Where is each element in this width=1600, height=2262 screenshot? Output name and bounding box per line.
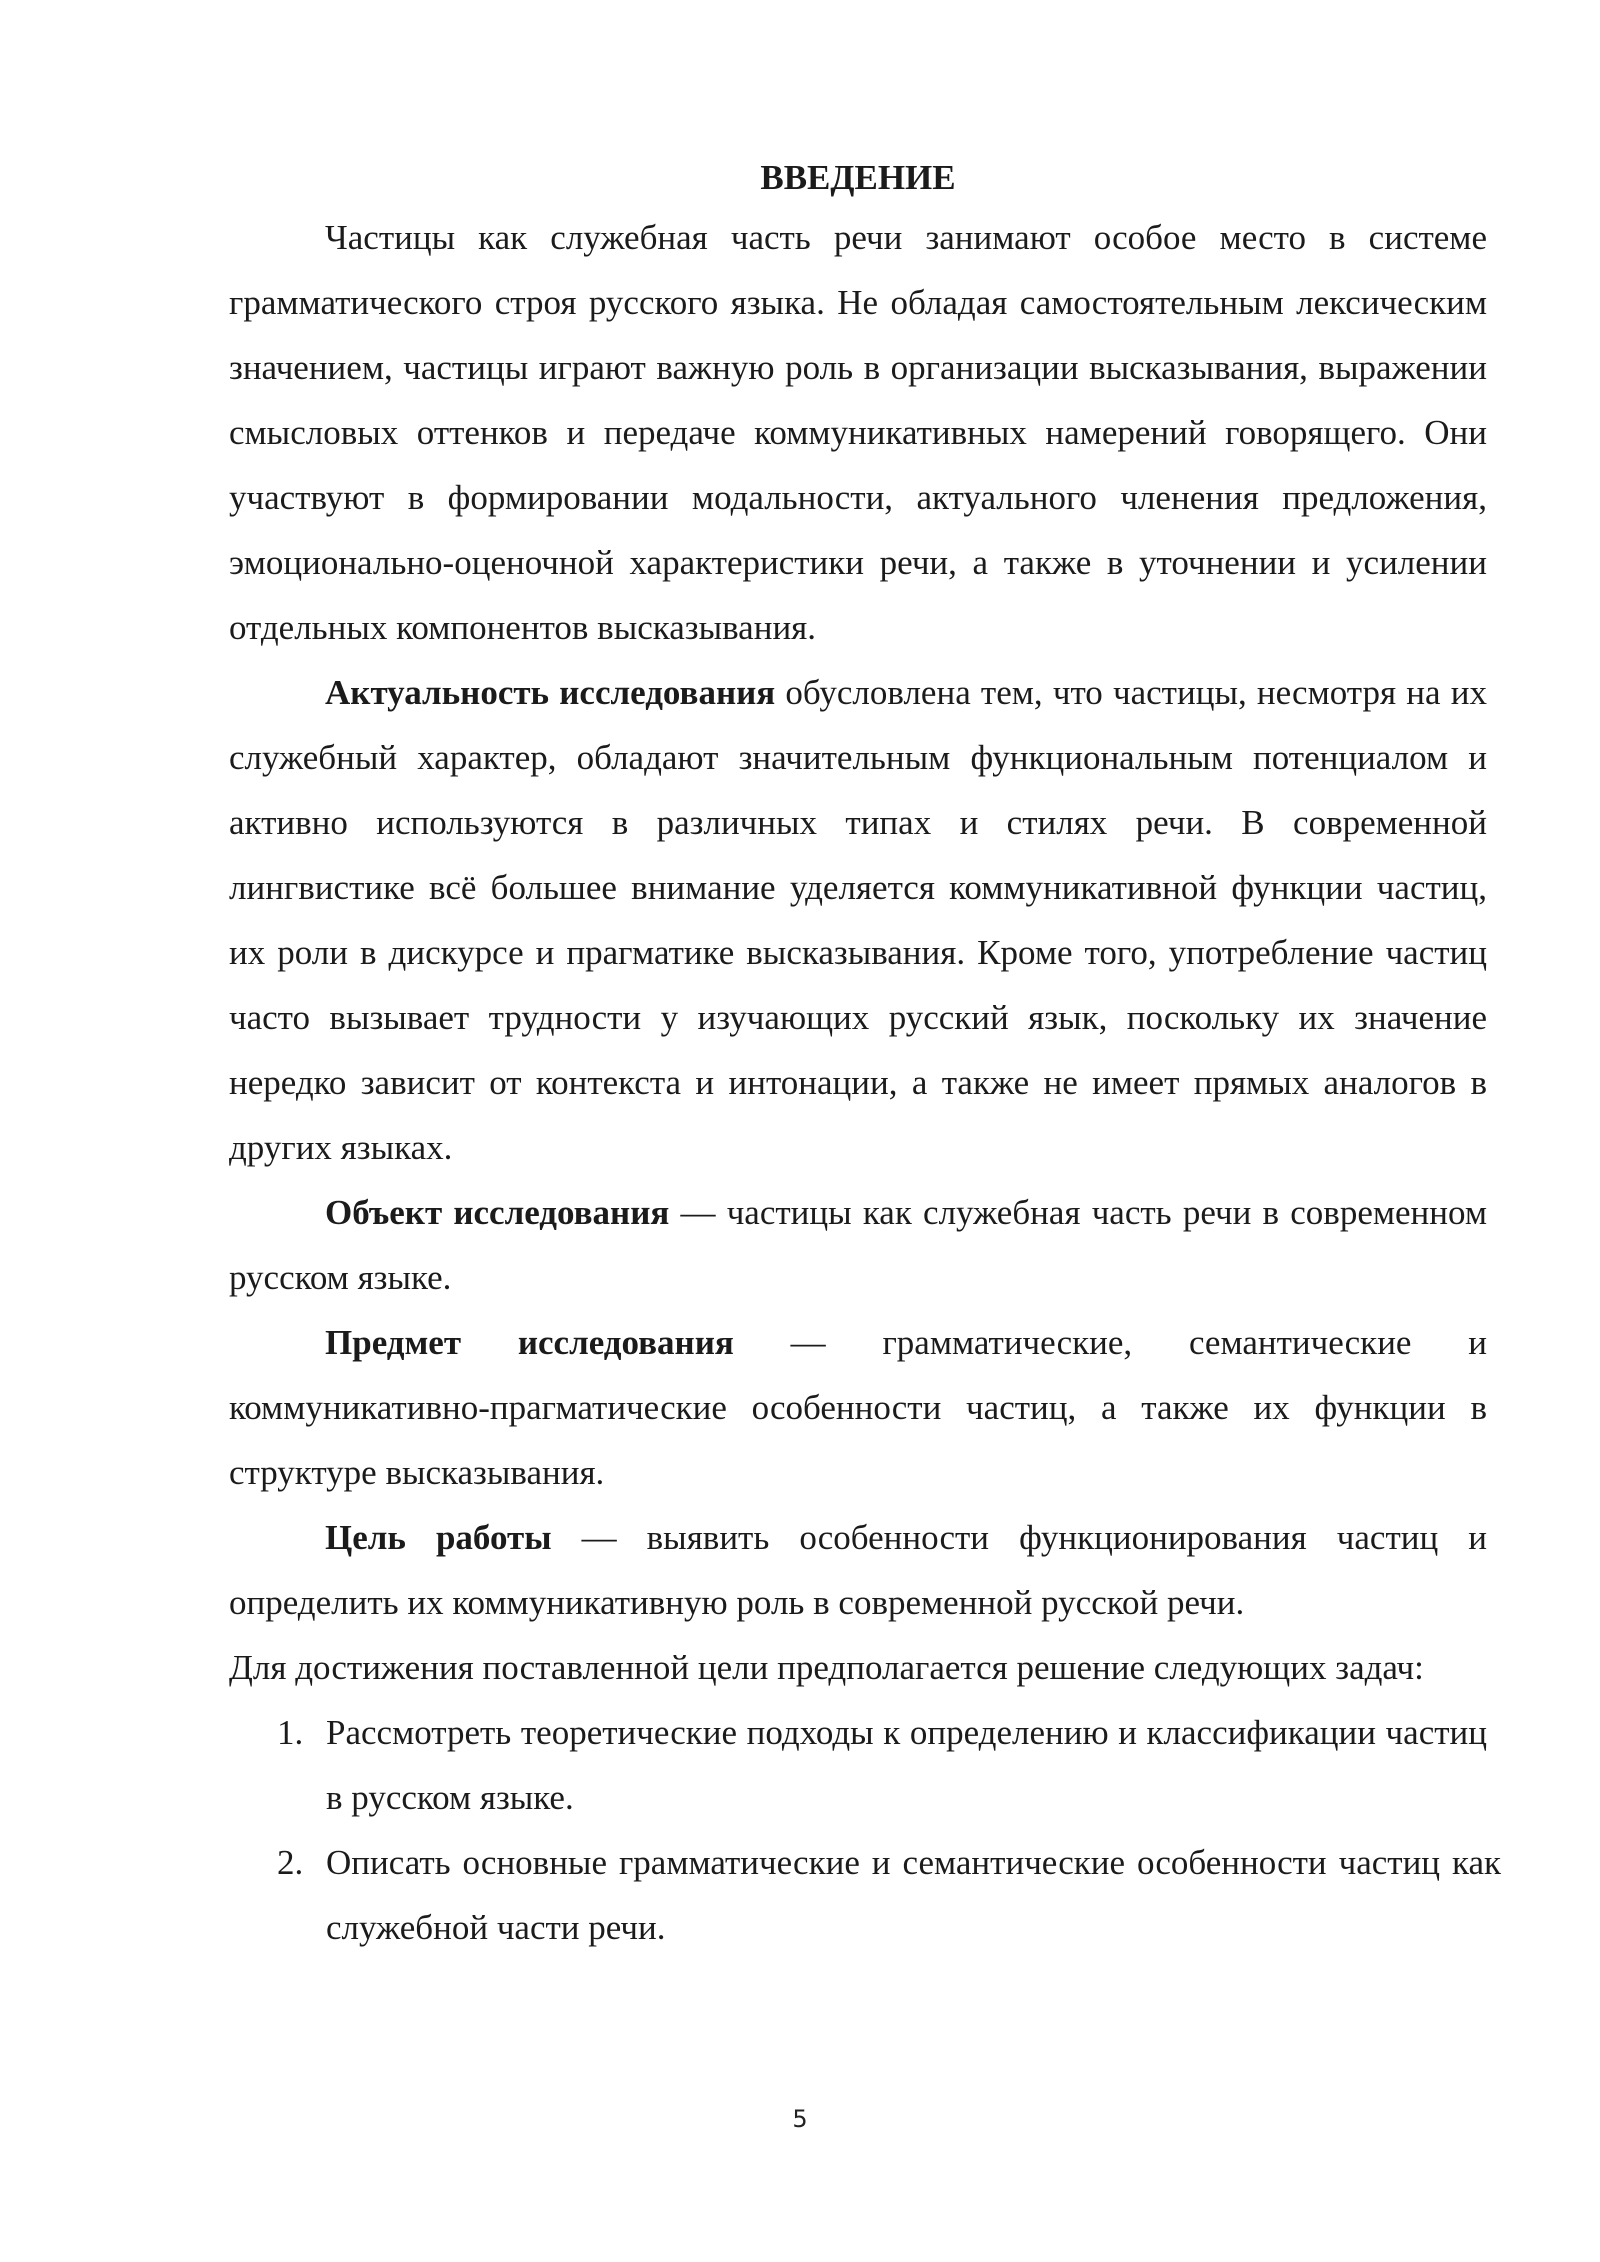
page-title: ВВЕДЕНИЕ xyxy=(760,158,956,197)
list-item-text: Рассмотреть теоретические подходы к определению и классификации частиц в русском языке. xyxy=(326,1713,1487,1817)
list-item-number: 2. xyxy=(277,1843,304,1882)
subject-text: — грамматические, семантические и коммуникативно-прагматические особенности частиц, а также их функции в структуре высказывания. xyxy=(229,1323,1488,1492)
object-label: Объект исследования xyxy=(325,1193,670,1232)
goal-paragraph xyxy=(229,1505,1487,1635)
object-paragraph xyxy=(229,1180,1487,1310)
object-text: — частицы как служебная часть речи в современном русском языке. xyxy=(229,1193,1487,1297)
list-item-number: 1. xyxy=(277,1713,304,1752)
relevance-label: Актуальность исследования xyxy=(325,673,776,712)
goal-label: Цель работы xyxy=(325,1518,552,1557)
subject-label: Предмет исследования xyxy=(325,1323,734,1362)
relevance-text: обусловлена тем, что частицы, несмотря на их служебный характер, обладают значительным функциональным потенциалом и активно используются в различных типах и стилях речи. В современной лингвистике всё большее внимание уделяется коммуникативной функции частиц, их роли в дискурсе и прагматике высказывания. Кроме того, употребление частиц часто вызывает трудности у изучающих русский язык, поскольку их значение нередко зависит от контекста и интонации, а также не имеет прямых аналогов в других языках. xyxy=(229,673,1487,1167)
document-page xyxy=(229,150,1501,1960)
list-item xyxy=(229,1830,1501,1960)
intro-paragraph: Частицы как служебная часть речи занимают особое место в системе грамматического строя русского языка. Не обладая самостоятельным лексическим значением, частицы играют важную роль в организации высказывания, выражении смысловых оттенков и передаче коммуникативных намерений говорящего. Они участвуют в формировании модальности, актуального членения предложения, эмоционально-оценочной характеристики речи, а также в уточнении и усилении отдельных компонентов высказывания. xyxy=(229,218,1487,647)
list-item-text: Описать основные грамматические и семантические особенности частиц как служебной части речи. xyxy=(326,1843,1501,1947)
subject-paragraph xyxy=(229,1310,1487,1505)
list-item xyxy=(229,1700,1487,1830)
tasks-list xyxy=(229,1700,1501,1960)
tasks-intro-paragraph: Для достижения поставленной цели предполагается решение следующих задач: xyxy=(229,1648,1424,1687)
goal-text: — выявить особенности функционирования частиц и определить их коммуникативную роль в современной русской речи. xyxy=(229,1518,1487,1622)
relevance-paragraph xyxy=(229,660,1487,1180)
page-number: 5 xyxy=(792,2105,808,2133)
